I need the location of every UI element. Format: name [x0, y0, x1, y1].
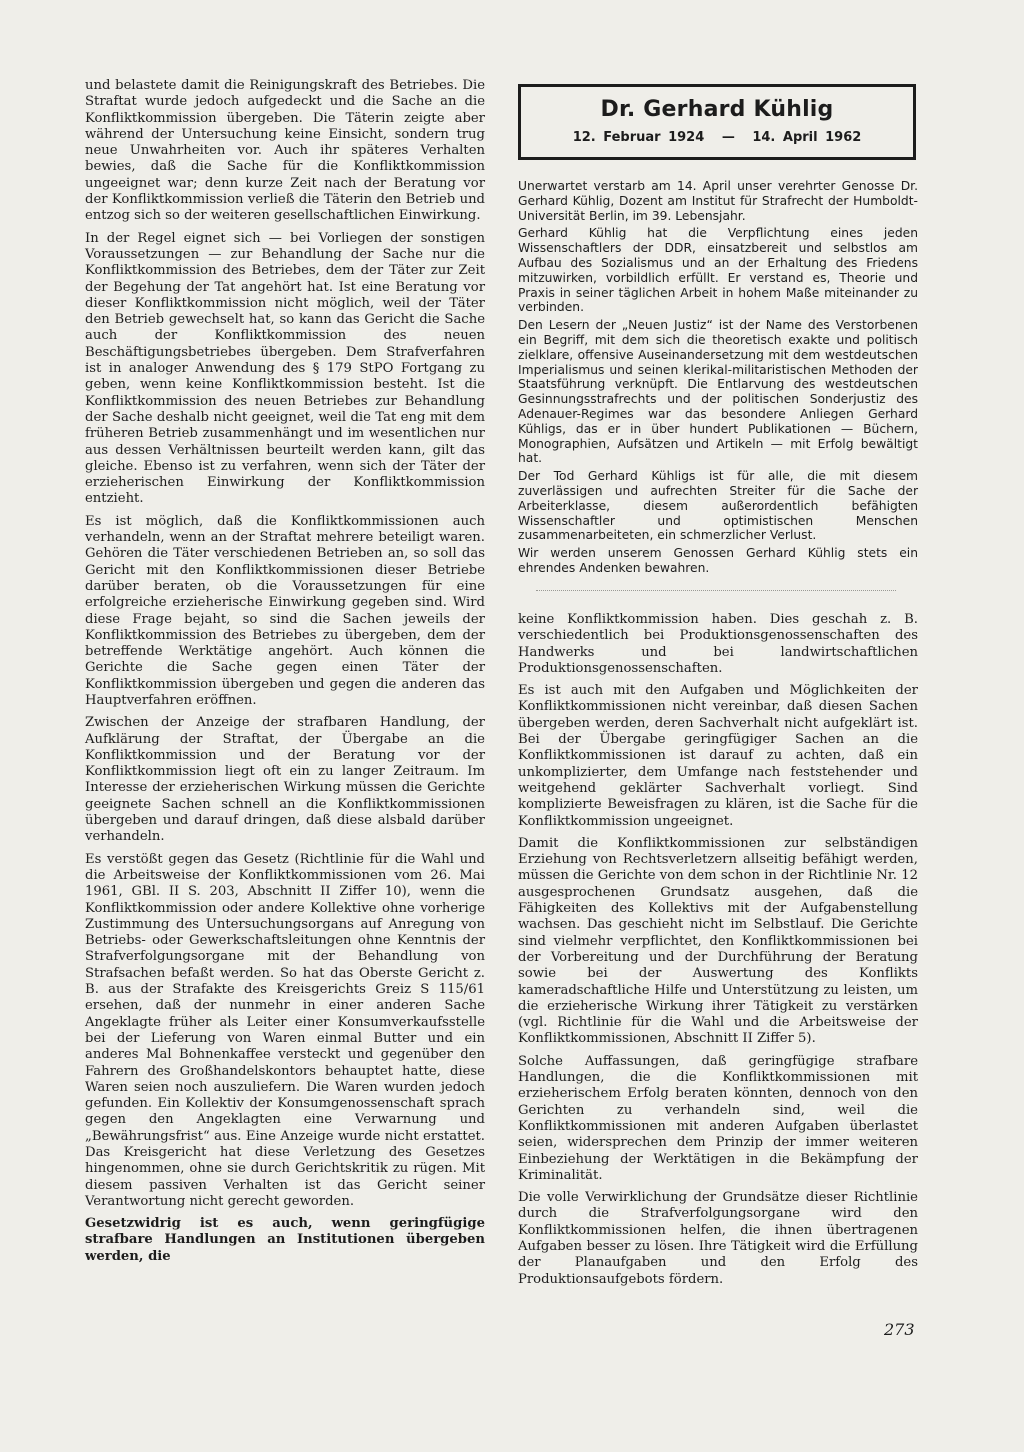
obituary-name: Dr. Gerhard Kühlig	[600, 97, 834, 122]
obituary-date-dash: —	[721, 130, 735, 145]
obituary-paragraph-3: Den Lesern der „Neuen Justiz“ ist der Name des Verstorbenen ein Begriff, mit dem sich die theoretisch exakte und politisch zielklare, offensive Auseinandersetzung mit dem westdeutschen Imperialismus und seinen klerikal-militaristischen Methoden der Staatsführung verknüpft. Die Entlarvung des westdeutschen Gesinnungsstrafrechts und der politischen Sonderjustiz des Adenauer-Regimes war das besondere Anliegen Gerhard Kühligs, das er in über hundert Publikationen — Büchern, Monographien, Aufsätzen und Artikeln — mit Erfolg bewältigt hat.	[518, 318, 918, 466]
left-paragraph-6: Gesetzwidrig ist es auch, wenn geringfügige strafbare Handlungen an Institutionen übergeben werden, die	[85, 1216, 485, 1264]
obituary-paragraph-1: Unerwartet verstarb am 14. April unser verehrter Genosse Dr. Gerhard Kühlig, Dozent am Institut für Strafrecht der Humboldt-Universität Berlin, im 39. Lebensjahr.	[518, 179, 918, 223]
left-paragraph-3: Es ist möglich, daß die Konfliktkommissionen auch verhandeln, wenn an der Straftat mehrere beteiligt waren. Gehören die Täter verschiedenen Betrieben an, so soll das Gericht mit den Konfliktkommissionen dieser Betriebe darüber beraten, ob die Voraussetzungen für eine erfolgreiche erzieherische Einwirkung gegeben sind. Wird diese Frage bejaht, so sind die Sachen jeweils der Konfliktkommission des Betriebes zu übergeben, dem der betreffende Werktätige angehört. Auch können die Gerichte die Sache gegen einen Täter der Konfliktkommission übergeben und gegen die anderen das Hauptverfahren eröffnen.	[85, 513, 485, 708]
right-column	[518, 612, 918, 1294]
obituary-dates	[521, 130, 913, 145]
right-paragraph-3: Damit die Konfliktkommissionen zur selbständigen Erziehung von Rechtsverletzern allseitig befähigt werden, müssen die Gerichte von dem schon in der Richtlinie Nr. 12 ausgesprochenen Grundsatz ausgehen, daß die Fähigkeiten des Kollektivs mit der Aufgabenstellung wachsen. Das geschieht nicht im Selbstlauf. Die Gerichte sind vielmehr verpflichtet, den Konfliktkommissionen bei der Vorbereitung und der Durchführung der Beratung sowie bei der Auswertung des Konflikts kameradschaftliche Hilfe und Unterstützung zu leisten, um die erzieherische Wirkung ihrer Tätigkeit zu verstärken (vgl. Richtlinie für die Wahl und die Arbeitsweise der Konfliktkommissionen, Abschnitt II Ziffer 5).	[518, 835, 918, 1047]
right-paragraph-5: Die volle Verwirklichung der Grundsätze dieser Richtlinie durch die Strafverfolgungsorgane wird den Konfliktkommissionen helfen, die ihnen übertragenen Aufgaben besser zu lösen. Ihre Tätigkeit wird die Erfüllung der Planaufgaben und den Erfolg des Produktionsaufgebots fördern.	[518, 1190, 918, 1287]
left-paragraph-4: Zwischen der Anzeige der strafbaren Handlung, der Aufklärung der Straftat, der Übergabe an die Konfliktkommission und der Beratung vor der Konfliktkommission liegt oft ein zu langer Zeitraum. Im Interesse der erzieherischen Wirkung müssen die Gerichte geeignete Sachen schnell an die Konfliktkommissionen übergeben und darauf dringen, daß diese alsbald darüber verhandeln.	[85, 715, 485, 845]
obituary-divider	[536, 590, 896, 592]
obituary-death-date: 14. April 1962	[752, 130, 862, 145]
obituary-header-box	[518, 84, 916, 160]
obituary-text	[518, 179, 918, 579]
left-paragraph-5: Es verstößt gegen das Gesetz (Richtlinie für die Wahl und die Arbeitsweise der Konfliktkommissionen vom 26. Mai 1961, GBl. II S. 203, Abschnitt II Ziffer 10), wenn die Konfliktkommission oder andere Kollektive ohne vorherige Zustimmung des Untersuchungsorgans auf Anregung von Betriebs- oder Gewerkschaftsleitungen ohne Kenntnis der Strafverfolgungsorgane mit der Behandlung von Strafsachen befaßt werden. So hat das Oberste Gericht z. B. aus der Strafakte des Kreisgerichts Greiz S 115/61 ersehen, daß der nunmehr in einer anderen Sache Angeklagte früher als Leiter einer Konsumverkaufsstelle bei der Lieferung von Waren einmal Butter und ein anderes Mal Bohnenkaffee versteckt und gegenüber den Fahrern des Großhandelskontors behauptet hatte, diese Waren seien noch auszuliefern. Die Waren wurden jedoch gefunden. Ein Kollektiv der Konsumgenossenschaft sprach gegen den Angeklagten eine Verwarnung und „Bewährungsfrist“ aus. Eine Anzeige wurde nicht erstattet. Das Kreisgericht hat diese Verletzung des Gesetzes hingenommen, ohne sie durch Gerichtskritik zu rügen. Mit diesem passiven Verhalten ist das Gericht seiner Verantwortung nicht gerecht geworden.	[85, 851, 485, 1209]
obituary-paragraph-2: Gerhard Kühlig hat die Verpflichtung eines jeden Wissenschaftlers der DDR, einsatzbereit und selbstlos am Aufbau des Sozialismus und an der Erhaltung des Friedens mitzuwirken, vorbildlich erfüllt. Er verstand es, Theorie und Praxis in seiner täglichen Arbeit in hohem Maße miteinander zu verbinden.	[518, 226, 918, 315]
page-number: 273	[884, 1320, 915, 1339]
left-column	[85, 78, 485, 1271]
left-paragraph-1: und belastete damit die Reinigungskraft des Betriebes. Die Straftat wurde jedoch aufgedeckt und die Sache an die Konfliktkommission übergeben. Die Täterin zeigte aber während der Untersuchung keine Einsicht, sondern trug neue Unwahrheiten vor. Auch ihr späteres Verhalten bewies, daß die Sache für die Konfliktkommission ungeeignet war; denn kurze Zeit nach der Beratung vor der Konfliktkommission verließ die Täterin den Betrieb und entzog sich so der weiteren gesellschaftlichen Einwirkung.	[85, 78, 485, 224]
right-paragraph-4: Solche Auffassungen, daß geringfügige strafbare Handlungen, die die Konfliktkommissionen mit erzieherischem Erfolg beraten könnten, dennoch von den Gerichten zu verhandeln sind, weil die Konfliktkommissionen mit anderen Aufgaben überlastet seien, widersprechen dem Prinzip der immer weiteren Einbeziehung der Werktätigen in die Bekämpfung der Kriminalität.	[518, 1053, 918, 1183]
right-paragraph-1: keine Konfliktkommission haben. Dies geschah z. B. verschiedentlich bei Produktionsgenossenschaften des Handwerks und bei landwirtschaftlichen Produktionsgenossenschaften.	[518, 612, 918, 676]
right-paragraph-2: Es ist auch mit den Aufgaben und Möglichkeiten der Konfliktkommissionen nicht vereinbar, daß diesen Sachen übergeben werden, deren Sachverhalt nicht aufgeklärt ist. Bei der Übergabe geringfügiger Sachen an die Konfliktkommissionen ist darauf zu achten, daß ein unkomplizierter, dem Umfange nach feststehender und weitgehend geklärter Sachverhalt vorliegt. Sind komplizierte Beweisfragen zu klären, ist die Sache für die Konfliktkommission ungeeignet.	[518, 683, 918, 829]
obituary-paragraph-5: Wir werden unserem Genossen Gerhard Kühlig stets ein ehrendes Andenken bewahren.	[518, 546, 918, 575]
left-paragraph-2: In der Regel eignet sich — bei Vorliegen der sonstigen Voraussetzungen — zur Behandlung der Sache nur die Konfliktkommission des Betriebes, dem der Täter zur Zeit der Begehung der Tat angehört hat. Ist eine Beratung vor dieser Konfliktkommission nicht möglich, weil der Täter den Betrieb gewechselt hat, so kann das Gericht die Sache auch der Konfliktkommission des neuen Beschäftigungsbetriebes übergeben. Dem Strafverfahren ist in analoger Anwendung des § 179 StPO Fortgang zu geben, wenn keine Konfliktkommission besteht. Ist die Konfliktkommission des neuen Betriebes zur Behandlung der Sache deshalb nicht geeignet, weil die Tat eng mit dem früheren Betrieb zusammenhängt und im wesentlichen nur aus dessen Verhältnissen beurteilt werden kann, gilt das gleiche. Ebenso ist zu verfahren, wenn sich der Täter der erzieherischen Einwirkung der Konfliktkommission entzieht.	[85, 230, 485, 507]
obituary-birth-date: 12. Februar 1924	[572, 130, 705, 145]
obituary-paragraph-4: Der Tod Gerhard Kühligs ist für alle, die mit diesem zuverlässigen und aufrechten Streiter für die Sache der Arbeiterklasse, diesem außerordentlich befähigten Wissenschaftler und optimistischen Menschen zusammenarbeiteten, ein schmerzlicher Verlust.	[518, 469, 918, 543]
